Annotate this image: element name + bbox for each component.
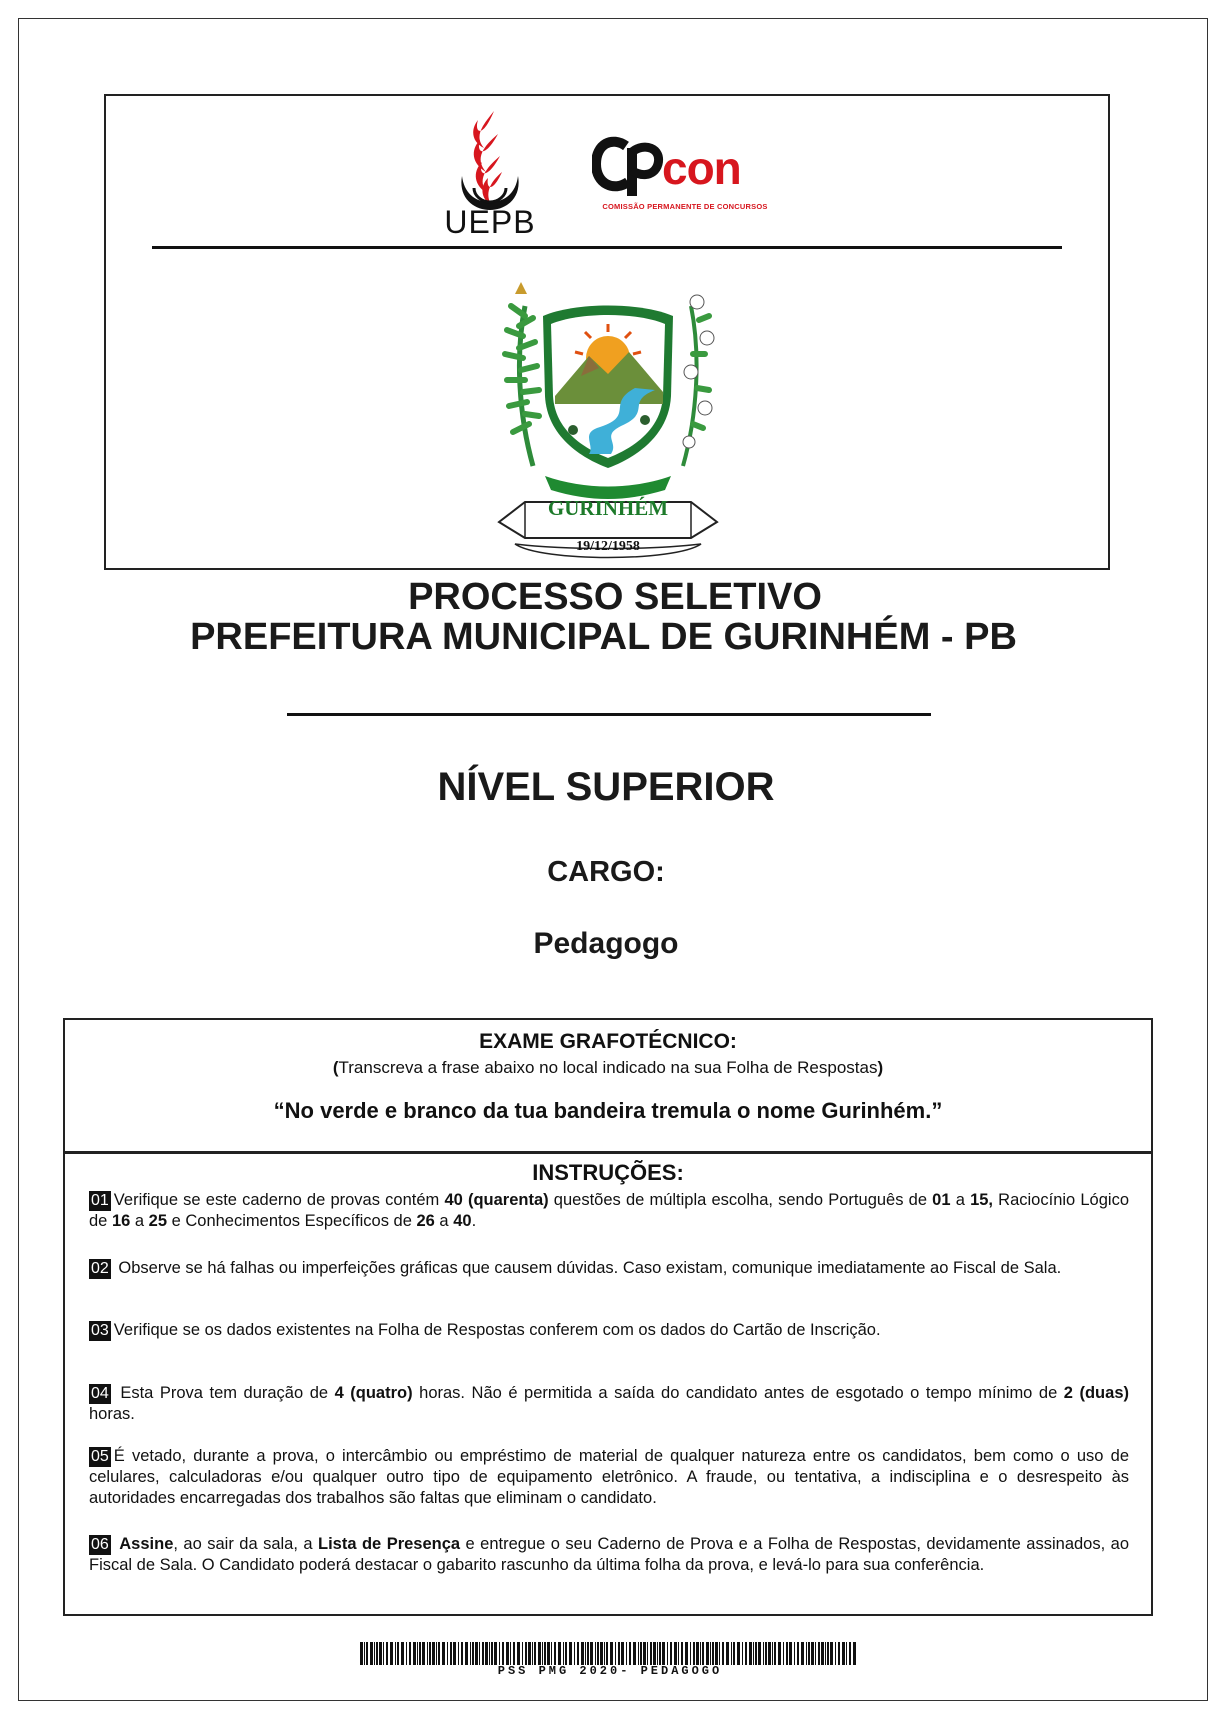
instructions-title: INSTRUÇÕES:: [532, 1160, 684, 1185]
instruction-number: 02: [91, 1260, 109, 1277]
instruction-number: 06: [91, 1536, 109, 1553]
barcode-bar: [499, 1642, 500, 1665]
barcode-bar: [846, 1642, 847, 1665]
barcode-bar: [472, 1642, 474, 1665]
svg-text:con: con: [662, 142, 741, 194]
barcode-bar: [643, 1642, 646, 1665]
barcode-bar: [667, 1642, 668, 1665]
instruction-item: 01 Verifique se este caderno de provas contém 40 (quarenta) questões de múltipla escolha, sendo Português de 01 a 15, Raciocínio Lógico de 16 a 25 e Conhecimentos Específicos de 26 a 40.: [89, 1191, 1130, 1230]
barcode-bar: [547, 1642, 550, 1665]
barcode-bar: [525, 1642, 527, 1665]
barcode-bar: [702, 1642, 704, 1665]
barcode-bar: [778, 1642, 781, 1665]
barcode-bar: [569, 1642, 572, 1665]
barcode-bar: [551, 1642, 552, 1665]
barcode-bar: [386, 1642, 388, 1665]
barcode-bar: [581, 1642, 584, 1665]
barcode-bar: [587, 1642, 589, 1665]
barcode-bar: [522, 1642, 523, 1665]
barcode-bar: [690, 1642, 691, 1665]
barcode-bar: [491, 1642, 493, 1665]
barcode-bar: [670, 1642, 672, 1665]
barcode-bar: [458, 1642, 459, 1665]
barcode-bar: [731, 1642, 732, 1665]
title-prefecture: PREFEITURA MUNICIPAL DE GURINHÉM - PB: [190, 616, 1017, 658]
barcode-bar: [749, 1642, 752, 1665]
barcode-bar: [653, 1642, 656, 1665]
barcode-bar: [745, 1642, 747, 1665]
cargo-value: Pedagogo: [533, 927, 679, 960]
barcode-bar: [755, 1642, 757, 1665]
barcode-bar: [590, 1642, 593, 1665]
barcode-bar: [821, 1642, 824, 1665]
exam-phrase: “No verde e branco da tua bandeira tremula o nome Gurinhém.”: [273, 1098, 943, 1123]
cpcon-logo: [592, 126, 778, 208]
barcode-bar: [532, 1642, 533, 1665]
barcode-bar: [772, 1642, 773, 1665]
barcode-bar: [563, 1642, 564, 1665]
barcode-bar: [758, 1642, 761, 1665]
barcode-bar: [597, 1642, 599, 1665]
barcode-bar: [447, 1642, 448, 1665]
barcode-bar: [662, 1642, 665, 1665]
barcode-bar: [534, 1642, 536, 1665]
barcode-bar: [604, 1642, 605, 1665]
instruction-item: 05 É vetado, durante a prova, o intercâmbio ou empréstimo de material de qualquer natureza entre os candidatos, bem como o uso de celulares, calculadoras e/ou qualquer outro tipo de equipamento eletrônico. A fraude, ou tentativa, a indisciplina e o desrespeito às autoridades encarregadas dos trabalhos são faltas que eliminam o candidato.: [89, 1447, 1129, 1507]
instruction-item: 06 Assine, ao sair da sala, a Lista de Presença e entregue o seu Caderno de Prova e a Folha de Respostas, devidamente assinados, ao Fiscal de Sala. O Candidato poderá destacar o gabarito rascunho da última folha da prova, e levá-lo para sua conferência.: [89, 1535, 1130, 1574]
barcode-bar: [849, 1642, 851, 1665]
barcode-bar: [797, 1642, 799, 1665]
coat-of-arms-date: 19/12/1958: [576, 539, 640, 554]
barcode-bar: [506, 1642, 509, 1665]
barcode-bar: [726, 1642, 729, 1665]
barcode-bar: [659, 1642, 661, 1665]
barcode-bar: [577, 1642, 579, 1665]
barcode-bar: [742, 1642, 743, 1665]
barcode-bar: [585, 1642, 586, 1665]
barcode-bar: [674, 1642, 677, 1665]
title-process: PROCESSO SELETIVO: [408, 576, 822, 618]
barcode-bar: [574, 1642, 575, 1665]
barcode-bar: [429, 1642, 431, 1665]
instruction-number: 05: [91, 1448, 109, 1465]
barcode-bar: [825, 1642, 826, 1665]
barcode-bar: [432, 1642, 435, 1665]
barcode-bar: [786, 1642, 788, 1665]
barcode-bar: [475, 1642, 478, 1665]
barcode-bar: [621, 1642, 624, 1665]
barcode-bar: [494, 1642, 497, 1665]
barcode-text: PSS PMG 2020- PEDAGOGO: [497, 1664, 723, 1678]
coat-of-arms-name: GURINHÉM: [547, 496, 669, 520]
barcode-bar: [502, 1642, 504, 1665]
barcode-bar: [485, 1642, 488, 1665]
barcode-bar: [422, 1642, 425, 1665]
exam-box: [63, 1018, 1153, 1616]
barcode-bar: [835, 1642, 836, 1665]
barcode-bar: [397, 1642, 399, 1665]
barcode-bar: [681, 1642, 683, 1665]
barcode-bar: [513, 1642, 515, 1665]
barcode-bar: [600, 1642, 603, 1665]
barcode-bar: [774, 1642, 776, 1665]
instruction-item: 02 Observe se há falhas ou imperfeições gráficas que causem dúvidas. Caso existam, comunique imediatamente ao Fiscal de Sala.: [91, 1259, 1062, 1277]
barcode-bar: [538, 1642, 541, 1665]
barcode-bar: [615, 1642, 616, 1665]
instruction-item: 03 Verifique se os dados existentes na Folha de Respostas conferem com os dados do Cartão de Inscrição.: [91, 1321, 881, 1339]
barcode-bar: [510, 1642, 511, 1665]
header-divider: [152, 246, 1062, 249]
barcode-bar: [489, 1642, 490, 1665]
barcode-bar: [364, 1642, 365, 1665]
barcode-bar: [374, 1642, 375, 1665]
barcode-bar: [595, 1642, 596, 1665]
barcode-bar: [830, 1642, 833, 1665]
barcode-bar: [453, 1642, 456, 1665]
exam-divider: [65, 1151, 1151, 1154]
cpcon-subtitle: COMISSÃO PERMANENTE DE CONCURSOS: [602, 202, 768, 211]
barcode-bar: [376, 1642, 378, 1665]
barcode-bar: [763, 1642, 764, 1665]
barcode-bar: [640, 1642, 642, 1665]
barcode-bar: [710, 1642, 711, 1665]
barcode-bar: [395, 1642, 396, 1665]
cargo-label: CARGO:: [547, 856, 665, 888]
barcode-bar: [685, 1642, 688, 1665]
barcode-bar: [544, 1642, 546, 1665]
instruction-item: 04 Esta Prova tem duração de 4 (quatro) horas. Não é permitida a saída do candidato antes de esgotado o tempo mínimo de 2 (duas) horas.: [89, 1384, 1129, 1423]
barcode-bar: [517, 1642, 520, 1665]
barcode-bar: [753, 1642, 754, 1665]
barcode-bar: [360, 1642, 363, 1665]
barcode-bar: [413, 1642, 416, 1665]
barcode-bar: [801, 1642, 804, 1665]
barcode-bar: [461, 1642, 463, 1665]
barcode-bar: [789, 1642, 792, 1665]
barcode-bar: [370, 1642, 373, 1665]
barcode-bar: [808, 1642, 810, 1665]
barcode-bar: [401, 1642, 404, 1665]
barcode-bar: [436, 1642, 437, 1665]
barcode-bar: [700, 1642, 701, 1665]
exam-instruction: (Transcreva a frase abaixo no local indicado na sua Folha de Respostas): [332, 1058, 884, 1077]
barcode-bar: [383, 1642, 384, 1665]
barcode-bar: [722, 1642, 724, 1665]
barcode-bar: [558, 1642, 561, 1665]
barcode-bar: [712, 1642, 714, 1665]
barcode-bar: [366, 1642, 368, 1665]
barcode-bar: [565, 1642, 567, 1665]
barcode-bar: [818, 1642, 820, 1665]
barcode-bar: [419, 1642, 421, 1665]
barcode-bar: [554, 1642, 556, 1665]
barcode-bar: [629, 1642, 631, 1665]
barcode-bar: [390, 1642, 393, 1665]
barcode-bar: [417, 1642, 418, 1665]
barcode-bar: [715, 1642, 718, 1665]
barcode-bar: [479, 1642, 480, 1665]
barcode-bar: [638, 1642, 639, 1665]
barcode-bar: [438, 1642, 440, 1665]
barcode-bar: [696, 1642, 699, 1665]
barcode-bar: [815, 1642, 816, 1665]
barcode-bar: [647, 1642, 648, 1665]
barcode-bar: [626, 1642, 627, 1665]
barcode-bar: [528, 1642, 531, 1665]
barcode-bar: [765, 1642, 767, 1665]
barcode-bar: [465, 1642, 468, 1665]
gurinhem-coat-of-arms: [485, 276, 731, 566]
barcode-bar: [427, 1642, 428, 1665]
barcode-bar: [610, 1642, 613, 1665]
barcode-bar: [450, 1642, 452, 1665]
barcode-bar: [657, 1642, 658, 1665]
instruction-number: 04: [91, 1385, 109, 1402]
barcode-bar: [379, 1642, 382, 1665]
barcode-bar: [678, 1642, 679, 1665]
barcode-bar: [737, 1642, 740, 1665]
header-box: [104, 94, 1110, 570]
barcode-bar: [838, 1642, 840, 1665]
barcode-bar: [606, 1642, 608, 1665]
barcode-bar: [442, 1642, 445, 1665]
education-level: NÍVEL SUPERIOR: [437, 765, 775, 809]
barcode-bar: [406, 1642, 407, 1665]
barcode-bar: [794, 1642, 795, 1665]
title-divider: [287, 713, 931, 716]
barcode-bar: [706, 1642, 709, 1665]
barcode-bar: [650, 1642, 652, 1665]
barcode-bar: [482, 1642, 484, 1665]
barcode-bar: [693, 1642, 695, 1665]
instruction-number: 03: [91, 1322, 109, 1339]
barcode-bar: [783, 1642, 784, 1665]
barcode-bar: [719, 1642, 720, 1665]
barcode-bar: [827, 1642, 829, 1665]
barcode-bar: [409, 1642, 411, 1665]
barcode-bar: [542, 1642, 543, 1665]
barcode-bar: [853, 1642, 856, 1665]
instruction-number: 01: [91, 1192, 109, 1209]
barcode-bar: [733, 1642, 735, 1665]
exam-title: EXAME GRAFOTÉCNICO:: [479, 1030, 737, 1053]
barcode-bar: [633, 1642, 636, 1665]
barcode-bar: [768, 1642, 771, 1665]
barcode-bar: [806, 1642, 807, 1665]
uepb-wordmark: UEPB: [444, 204, 536, 240]
barcode: [360, 1642, 860, 1665]
barcode-bar: [618, 1642, 620, 1665]
barcode-bar: [470, 1642, 471, 1665]
barcode-bar: [811, 1642, 814, 1665]
barcode-bar: [842, 1642, 845, 1665]
